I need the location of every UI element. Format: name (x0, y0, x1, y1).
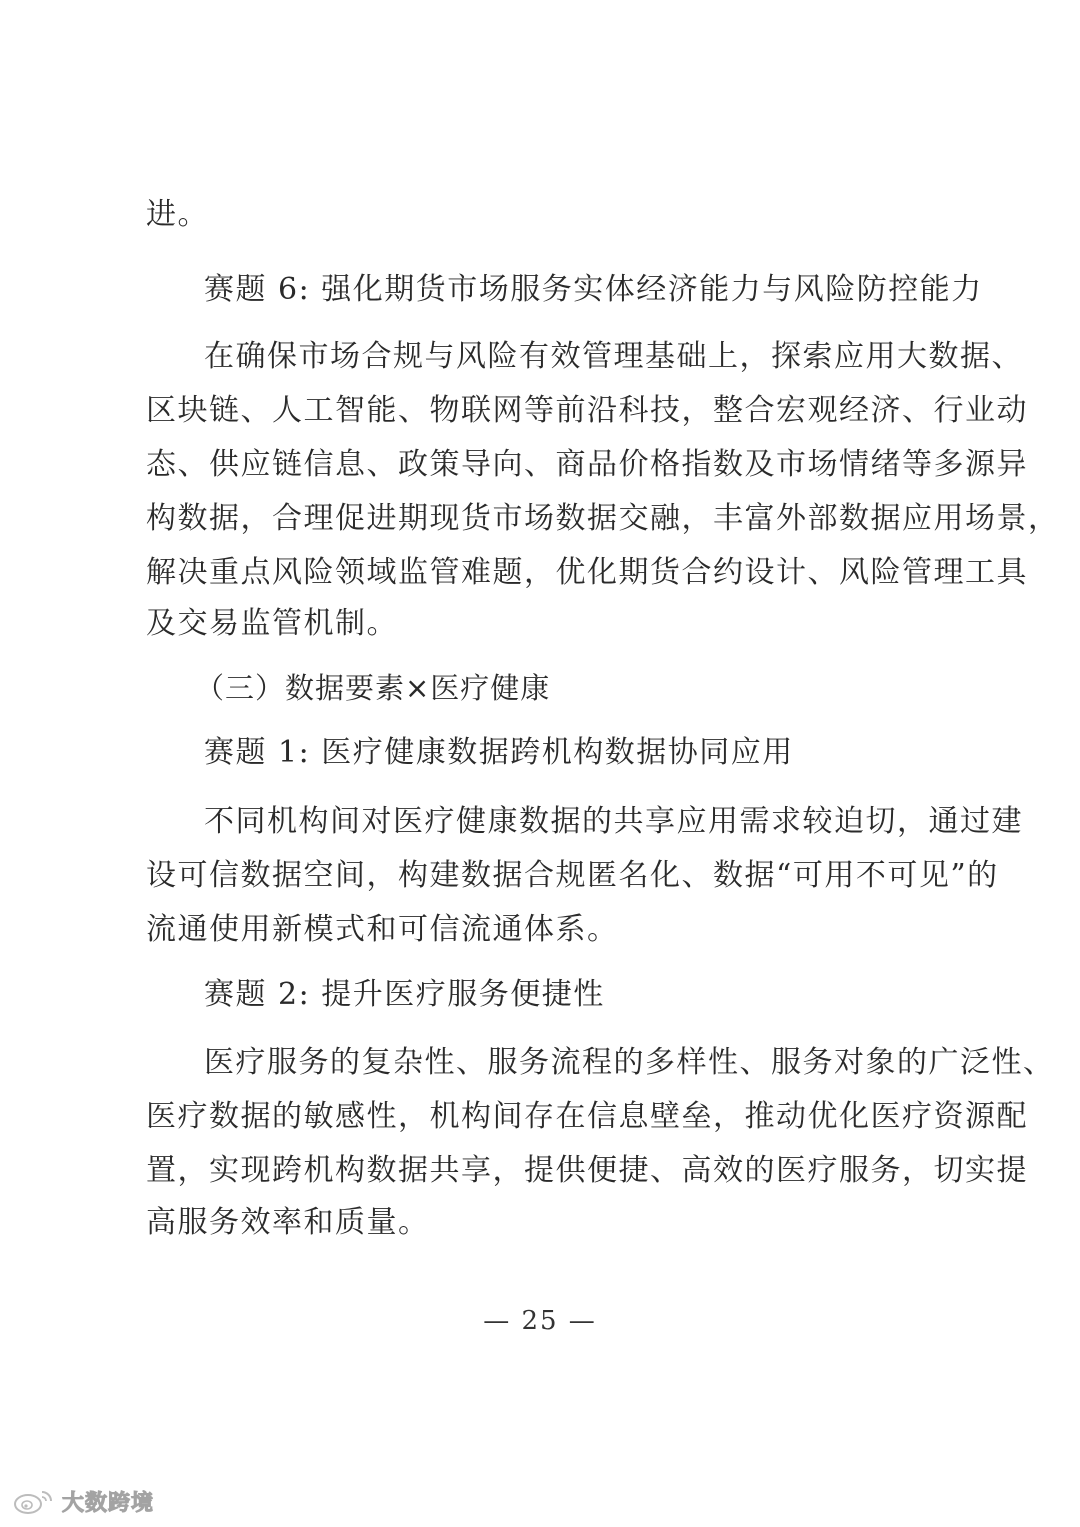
paragraph-line: 置，实现跨机构数据共享，提供便捷、高效的医疗服务，切实提 (146, 1153, 1028, 1188)
paragraph-line: 设可信数据空间，构建数据合规匿名化、数据“可用不可见”的 (146, 858, 999, 893)
watermark-text: 大数跨境 (62, 1490, 155, 1516)
topic-2-heading: 赛题 2: 提升医疗服务便捷性 (204, 977, 605, 1012)
paragraph-line: 流通使用新模式和可信流通体系。 (146, 912, 619, 947)
paragraph-line: 解决重点风险领域监管难题，优化期货合约设计、风险管理工具 (146, 555, 1028, 590)
paragraph-line: 医疗服务的复杂性、服务流程的多样性、服务对象的广泛性、 (204, 1045, 1055, 1080)
paragraph-line: 区块链、人工智能、物联网等前沿科技，整合宏观经济、行业动 (146, 393, 1028, 428)
page-number: — 25 — (483, 1306, 597, 1336)
weibo-logo-icon (12, 1486, 56, 1516)
paragraph-line: 医疗数据的敏感性，机构间存在信息壁垒，推动优化医疗资源配 (146, 1099, 1028, 1134)
paragraph-line: 高服务效率和质量。 (146, 1205, 430, 1240)
topic-6-heading: 赛题 6: 强化期货市场服务实体经济能力与风险防控能力 (204, 272, 983, 307)
paragraph-line: 构数据，合理促进期现货市场数据交融，丰富外部数据应用场景， (146, 501, 1060, 536)
paragraph-line: 在确保市场合规与风险有效管理基础上，探索应用大数据、 (204, 339, 1023, 374)
watermark (12, 1486, 154, 1516)
section-heading: （三）数据要素×医疗健康 (195, 671, 551, 705)
paragraph-line: 进。 (146, 197, 209, 232)
topic-1-heading: 赛题 1: 医疗健康数据跨机构数据协同应用 (204, 735, 794, 770)
paragraph-line: 及交易监管机制。 (146, 606, 398, 641)
paragraph-line: 态、供应链信息、政策导向、商品价格指数及市场情绪等多源异 (146, 447, 1028, 482)
paragraph-line: 不同机构间对医疗健康数据的共享应用需求较迫切，通过建 (204, 804, 1023, 839)
